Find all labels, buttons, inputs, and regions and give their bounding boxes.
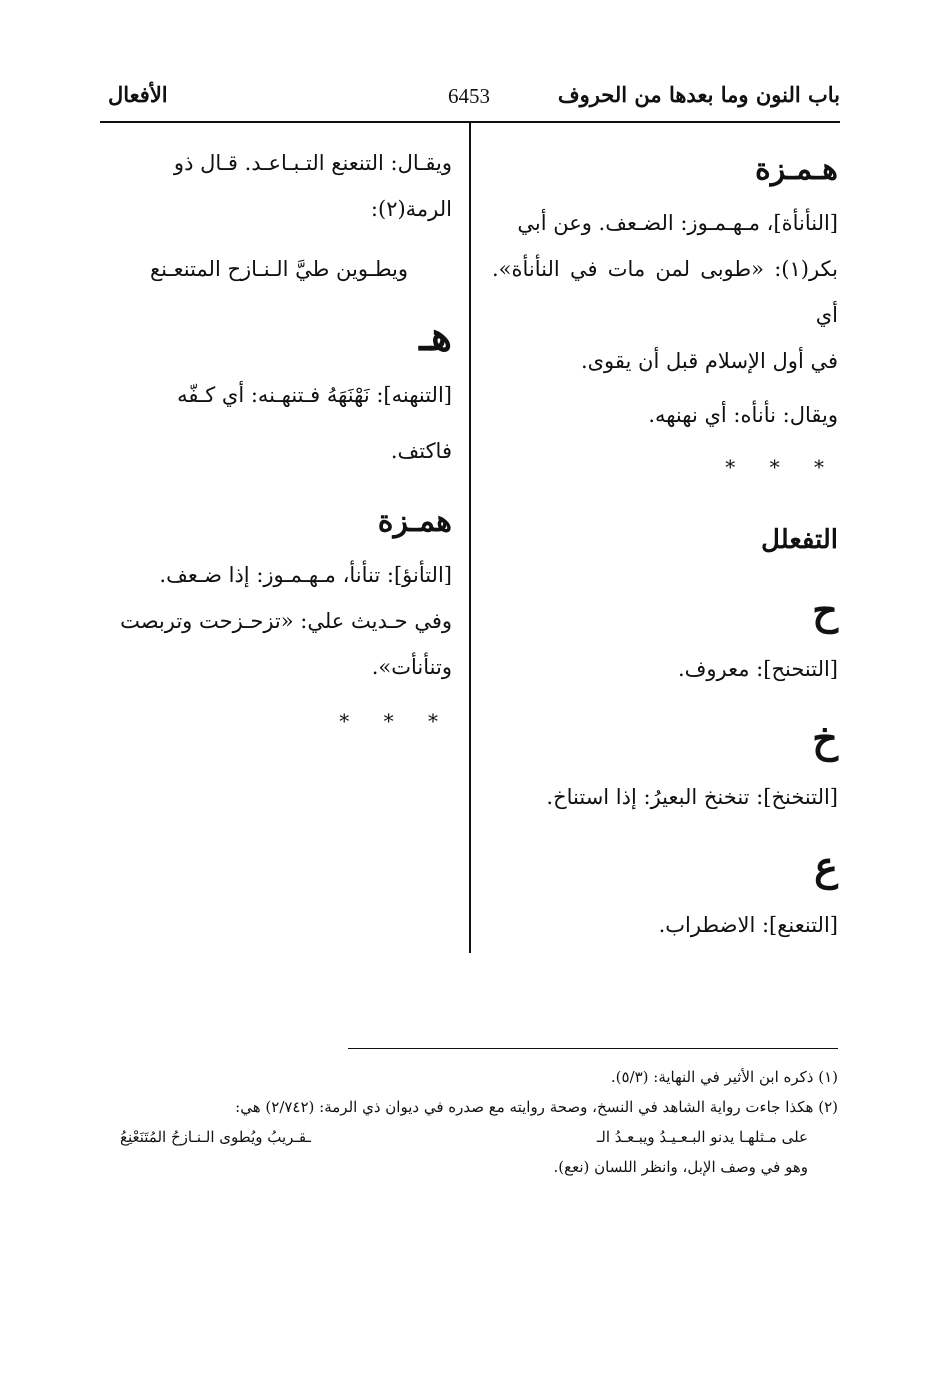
entry-nanaa-line3: في أول الإسلام قبل أن يقوى. bbox=[580, 349, 838, 373]
entry-tanaanu-line2: الرمة(٢): bbox=[370, 197, 452, 221]
footnotes bbox=[120, 1062, 838, 1182]
entry-tanaanu: [التنعنع]: الاضطراب. bbox=[658, 913, 838, 937]
footnote-rule bbox=[348, 1048, 838, 1049]
section-stars: * * * bbox=[725, 455, 838, 479]
entry-nanaa-line1: [النأنأة]، مـهـمـوز: الضـعف. وعن أبي bbox=[517, 211, 838, 235]
entry-taannu-line3: وتنأنأت». bbox=[371, 655, 452, 679]
footnote-2-tail: وهو في وصف الإبل، وانظر اللسان (نعع). bbox=[553, 1158, 808, 1176]
entry-tanahnuh-line2: فاكتف. bbox=[390, 439, 452, 463]
letter-ain: ع bbox=[814, 843, 838, 890]
section-stars-left: * * * bbox=[339, 709, 452, 733]
column-divider bbox=[469, 123, 471, 953]
entry-tanaanu-line1: ويقـال: التنعنع التـبـاعـد. قـال ذو bbox=[173, 151, 452, 175]
entry-tanahnuh: [التنحنح]: معروف. bbox=[677, 657, 838, 681]
page-header bbox=[100, 82, 840, 116]
letter-ha: ح bbox=[812, 587, 838, 634]
heading-tafalul: التفعلل bbox=[761, 525, 838, 555]
footnote-2: (٢) هكذا جاءت رواية الشاهد في النسخ، وصحة روايته مع صدره في ديوان ذي الرمة: (٢/٧٤٢) هي: bbox=[235, 1098, 838, 1116]
entry-taannu-line2: وفي حـديث علي: «تزحـزحت وتربصت bbox=[120, 609, 452, 633]
section-title: الأفعال bbox=[108, 82, 168, 107]
footnote-1: (١) ذكره ابن الأثير في النهاية: (٥/٣). bbox=[610, 1068, 838, 1086]
letter-kha: خ bbox=[812, 715, 838, 762]
footnote-verse-second-hemistich: ـقـريبُ ويُطوى الـنـازحُ المُتَنَعْنِعُ bbox=[120, 1128, 311, 1146]
poetry-verse: ويطـوين طيَّ الـنـازح المتنعـنع bbox=[149, 257, 409, 281]
entry-nanaa-line2: بكر(١): «طوبى لمن مات في النأنأة». أي bbox=[492, 257, 838, 327]
chapter-title: باب النون وما بعدها من الحروف bbox=[557, 82, 840, 107]
footnote-verse bbox=[120, 1122, 838, 1152]
footnote-verse-first-hemistich: على مـثلهـا يدنو البـعـيـدُ ويبـعـدُ الـ bbox=[596, 1128, 808, 1146]
entry-tanahnuh-line1: [التنهنه]: نَهْنَهَهُ فـتنهـنه: أي كـفّه bbox=[177, 383, 452, 407]
right-column bbox=[492, 140, 838, 948]
entry-nanaahu: ويقال: نأنأه: أي نهنهه. bbox=[648, 403, 838, 427]
letter-ha-heading: هـ bbox=[419, 313, 452, 360]
heading-hamza: هـمـزة bbox=[754, 152, 838, 187]
left-column bbox=[106, 140, 452, 744]
entry-taannu-line1: [التأنؤ]: تنأنأ، مـهـمـوز: إذا ضـعف. bbox=[159, 563, 452, 587]
entry-tanakhnukh: [التنخنخ]: تنخنخ البعيرُ: إذا استناخ. bbox=[546, 785, 838, 809]
page-number: 6453 bbox=[448, 84, 490, 108]
heading-hamza-left: همـزة bbox=[377, 504, 452, 539]
